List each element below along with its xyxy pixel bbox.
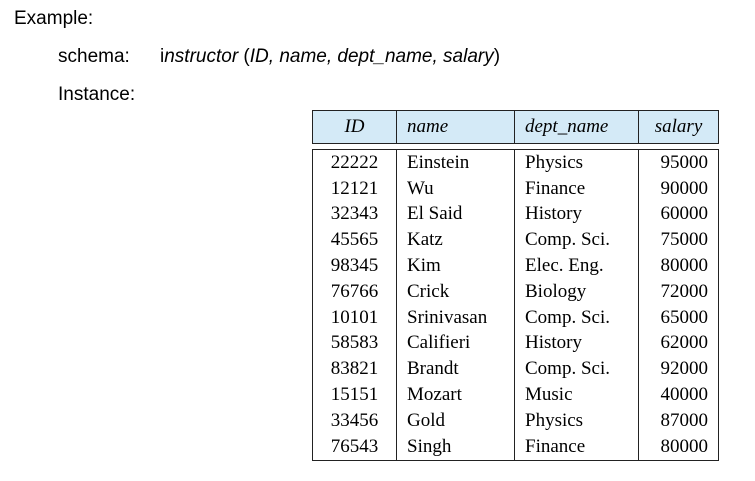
cell-name: Brandt [397,356,515,382]
cell-dept-name: Elec. Eng. [515,253,639,279]
cell-dept-name: Finance [515,434,639,460]
cell-dept-name: Biology [515,279,639,305]
cell-id: 15151 [313,382,397,408]
schema-close-paren: ) [493,46,501,67]
cell-name: Kim [397,253,515,279]
cell-name: Califieri [397,331,515,357]
cell-dept-name: History [515,331,639,357]
relation-prefix: i [160,46,165,67]
table-row [313,305,719,331]
cell-salary: 80000 [639,434,719,460]
cell-salary: 95000 [639,150,719,176]
column-header-name: name [397,111,515,144]
cell-name: Einstein [397,150,515,176]
table-header-row [313,111,719,144]
cell-dept-name: Music [515,382,639,408]
cell-name: Srinivasan [397,305,515,331]
schema-line [58,44,500,70]
instance-label: Instance: [58,84,136,105]
table-row [313,434,719,460]
cell-salary: 62000 [639,331,719,357]
cell-id: 98345 [313,253,397,279]
cell-dept-name: History [515,202,639,228]
cell-id: 83821 [313,356,397,382]
cell-id: 33456 [313,408,397,434]
table-row [313,253,719,279]
cell-dept-name: Finance [515,176,639,202]
cell-id: 45565 [313,227,397,253]
cell-id: 22222 [313,150,397,176]
relation-name: nstructor [164,46,239,67]
column-header-id: ID [313,111,397,144]
cell-salary: 80000 [639,253,719,279]
table-row [313,356,719,382]
cell-salary: 72000 [639,279,719,305]
cell-dept-name: Physics [515,150,639,176]
cell-salary: 75000 [639,227,719,253]
table-row [313,150,719,176]
cell-name: El Said [397,202,515,228]
column-header-salary: salary [639,111,719,144]
cell-salary: 92000 [639,356,719,382]
cell-salary: 40000 [639,382,719,408]
cell-id: 12121 [313,176,397,202]
table-row [313,279,719,305]
example-heading: Example: [14,8,94,29]
cell-name: Gold [397,408,515,434]
cell-salary: 87000 [639,408,719,434]
table-body [313,144,719,461]
cell-id: 58583 [313,331,397,357]
instructor-table [312,110,719,461]
cell-dept-name: Comp. Sci. [515,356,639,382]
cell-dept-name: Comp. Sci. [515,227,639,253]
cell-name: Wu [397,176,515,202]
cell-name: Mozart [397,382,515,408]
table-row [313,331,719,357]
cell-name: Crick [397,279,515,305]
cell-id: 10101 [313,305,397,331]
schema-open-paren: ( [238,46,250,67]
table-row [313,408,719,434]
cell-id: 32343 [313,202,397,228]
cell-dept-name: Physics [515,408,639,434]
cell-salary: 65000 [639,305,719,331]
cell-name: Katz [397,227,515,253]
cell-dept-name: Comp. Sci. [515,305,639,331]
table-row [313,227,719,253]
schema-attributes: ID, name, dept_name, salary [249,46,494,67]
cell-salary: 90000 [639,176,719,202]
cell-salary: 60000 [639,202,719,228]
cell-id: 76766 [313,279,397,305]
column-header-dept-name: dept_name [515,111,639,144]
table-row [313,202,719,228]
schema-label: schema: [58,46,130,67]
cell-id: 76543 [313,434,397,460]
cell-name: Singh [397,434,515,460]
table-row [313,382,719,408]
table-row [313,176,719,202]
